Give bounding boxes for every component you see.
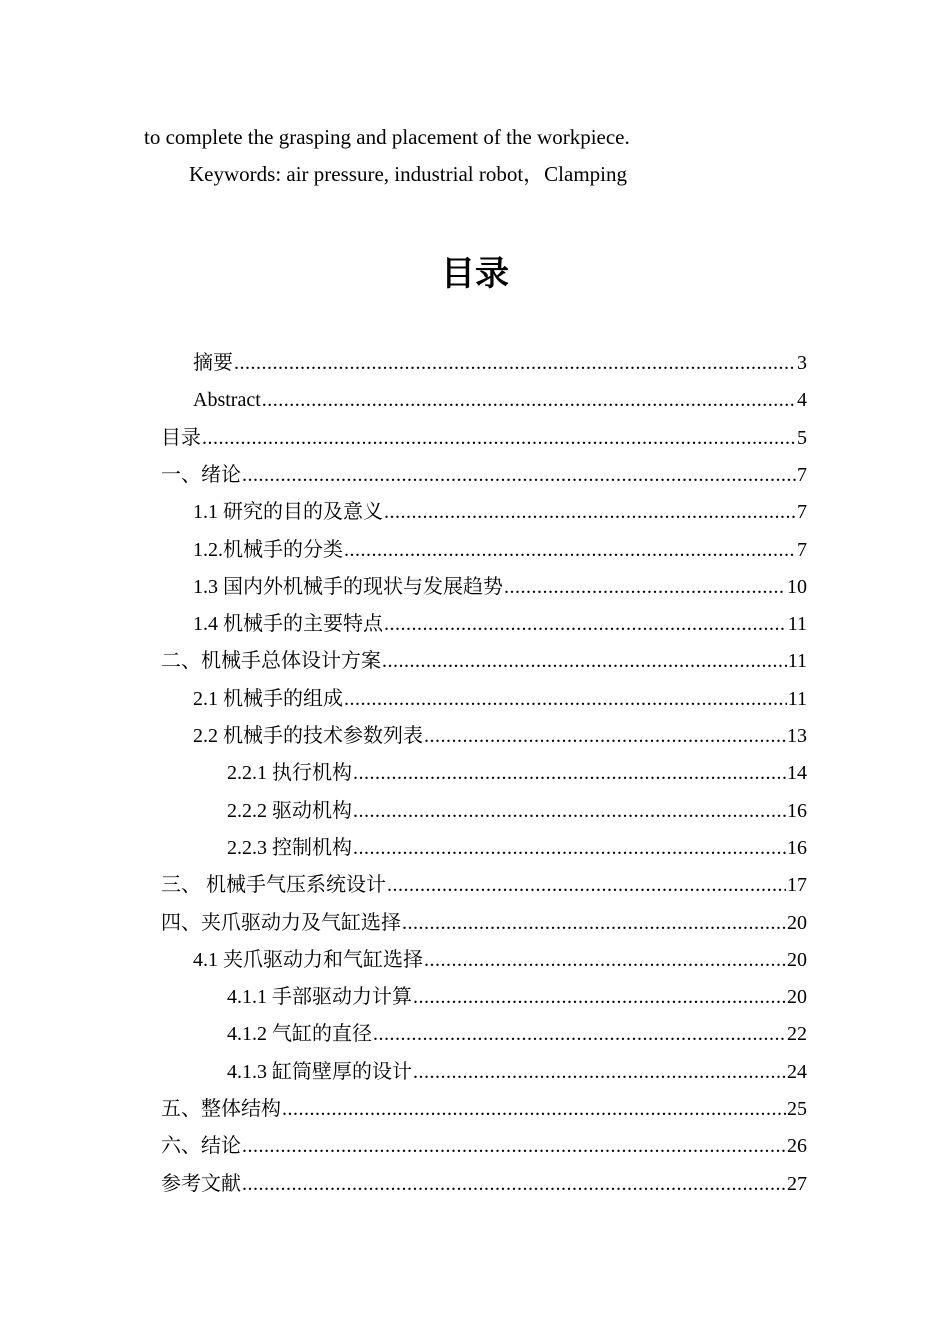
toc-entry-page: 11 — [787, 650, 807, 673]
toc-entry[interactable] — [227, 1020, 807, 1048]
toc-entry-label: 4.1.3 缸筒壁厚的设计 — [227, 1060, 412, 1083]
toc-entry-label: 三、 机械手气压系统设计 — [161, 874, 386, 897]
toc-entry-page: 5 — [797, 426, 807, 449]
toc-entry[interactable] — [161, 909, 807, 937]
toc-entry-page: 17 — [787, 874, 807, 897]
toc-entry-page: 20 — [787, 911, 807, 934]
toc-entry-page: 11 — [787, 687, 807, 710]
toc-dot-leader — [424, 946, 786, 974]
toc-dot-leader — [242, 1170, 786, 1198]
toc-dot-leader — [262, 386, 796, 414]
toc-entry[interactable] — [161, 647, 807, 675]
toc-dot-leader — [344, 685, 787, 713]
toc-entry[interactable] — [193, 722, 807, 750]
toc-dot-leader — [353, 834, 786, 862]
toc-entry[interactable] — [193, 536, 807, 564]
toc-dot-leader — [234, 349, 796, 377]
toc-dot-leader — [373, 1020, 786, 1048]
toc-entry-label: 2.1 机械手的组成 — [193, 687, 343, 710]
toc-dot-leader — [353, 759, 786, 787]
toc-entry[interactable] — [227, 834, 807, 862]
toc-entry-label: 1.2.机械手的分类 — [193, 538, 343, 561]
toc-dot-leader — [242, 461, 796, 489]
toc-entry-page: 27 — [787, 1172, 807, 1195]
toc-dot-leader — [382, 647, 787, 675]
toc-entry-label: 4.1 夹爪驱动力和气缸选择 — [193, 948, 423, 971]
toc-dot-leader — [242, 1132, 786, 1160]
toc-entry[interactable] — [227, 797, 807, 825]
toc-dot-leader — [424, 722, 786, 750]
toc-title: 目录 — [441, 253, 509, 294]
toc-entry[interactable] — [161, 461, 807, 489]
toc-entry-page: 24 — [787, 1060, 807, 1083]
toc-entry-page: 25 — [787, 1098, 807, 1120]
toc-entry[interactable] — [227, 1058, 807, 1086]
toc-dot-leader — [413, 983, 786, 1011]
toc-dot-leader — [344, 536, 796, 564]
toc-entry-page: 14 — [787, 762, 807, 785]
toc-entry-label: 1.4 机械手的主要特点 — [193, 613, 383, 636]
toc-entry-label: 四、夹爪驱动力及气缸选择 — [161, 911, 401, 934]
toc-entry-label: 六、结论 — [161, 1135, 241, 1158]
toc-entry[interactable] — [161, 1095, 807, 1123]
toc-entry-page: 7 — [797, 501, 807, 524]
abstract-tail-text: to complete the grasping and placement of the workpiece. — [144, 125, 630, 149]
toc-entry[interactable] — [161, 1132, 807, 1160]
toc-entry-page: 16 — [787, 836, 807, 859]
toc-entry[interactable] — [193, 685, 807, 713]
toc-entry-label: 参考文献 — [161, 1172, 241, 1195]
toc-entry[interactable] — [193, 573, 807, 601]
toc-entry[interactable] — [227, 983, 807, 1011]
toc-entry-label: 2.2.3 控制机构 — [227, 836, 352, 859]
toc-entry-label: 五、整体结构 — [161, 1098, 281, 1120]
toc-entry-page: 26 — [787, 1135, 807, 1158]
toc-entry-page: 10 — [787, 575, 807, 598]
toc-entry-label: 1.3 国内外机械手的现状与发展趋势 — [193, 575, 503, 598]
toc-entry-label: Abstract — [193, 389, 261, 412]
toc-entry-label: 2.2.1 执行机构 — [227, 762, 352, 785]
toc-entry[interactable] — [193, 386, 807, 414]
toc-entry-page: 16 — [787, 799, 807, 822]
toc-entry-page: 13 — [787, 725, 807, 747]
toc-entry[interactable] — [193, 610, 807, 638]
toc-dot-leader — [384, 498, 796, 526]
toc-entry[interactable] — [227, 759, 807, 787]
toc-entry-label: 4.1.1 手部驱动力计算 — [227, 986, 412, 1009]
toc-dot-leader — [384, 610, 787, 638]
toc-entry-label: 4.1.2 气缸的直径 — [227, 1023, 372, 1046]
toc-entry[interactable] — [161, 871, 807, 899]
toc-entry-label: 1.1 研究的目的及意义 — [193, 501, 383, 524]
toc-dot-leader — [282, 1095, 786, 1123]
toc-entry-page: 20 — [787, 948, 807, 971]
toc-dot-leader — [387, 871, 786, 899]
toc-entry[interactable] — [193, 349, 807, 377]
toc-entry-label: 一、绪论 — [161, 463, 241, 486]
toc-entry[interactable] — [193, 946, 807, 974]
toc-dot-leader — [504, 573, 786, 601]
keywords-line: Keywords: air pressure, industrial robot，Clamping — [189, 162, 628, 186]
toc-dot-leader — [402, 909, 786, 937]
toc-entry-page: 7 — [797, 538, 807, 561]
toc-entry-page: 3 — [797, 352, 807, 374]
toc-entry-page: 7 — [797, 463, 807, 486]
toc-entry-page: 11 — [787, 613, 807, 636]
toc-dot-leader — [202, 424, 796, 452]
toc-entry-page: 20 — [787, 986, 807, 1009]
toc-entry-page: 4 — [797, 389, 807, 412]
toc-entry-page: 22 — [787, 1023, 807, 1046]
toc-entry[interactable] — [161, 424, 807, 452]
toc-entry-label: 二、机械手总体设计方案 — [161, 650, 381, 673]
toc-entry-label: 2.2.2 驱动机构 — [227, 799, 352, 822]
toc-entry-label: 摘要 — [193, 352, 233, 374]
toc-entry-label: 目录 — [161, 426, 201, 449]
toc-entry[interactable] — [161, 1170, 807, 1198]
toc-entry-label: 2.2 机械手的技术参数列表 — [193, 725, 423, 747]
toc-dot-leader — [353, 797, 786, 825]
toc-dot-leader — [413, 1058, 786, 1086]
toc-entry[interactable] — [193, 498, 807, 526]
